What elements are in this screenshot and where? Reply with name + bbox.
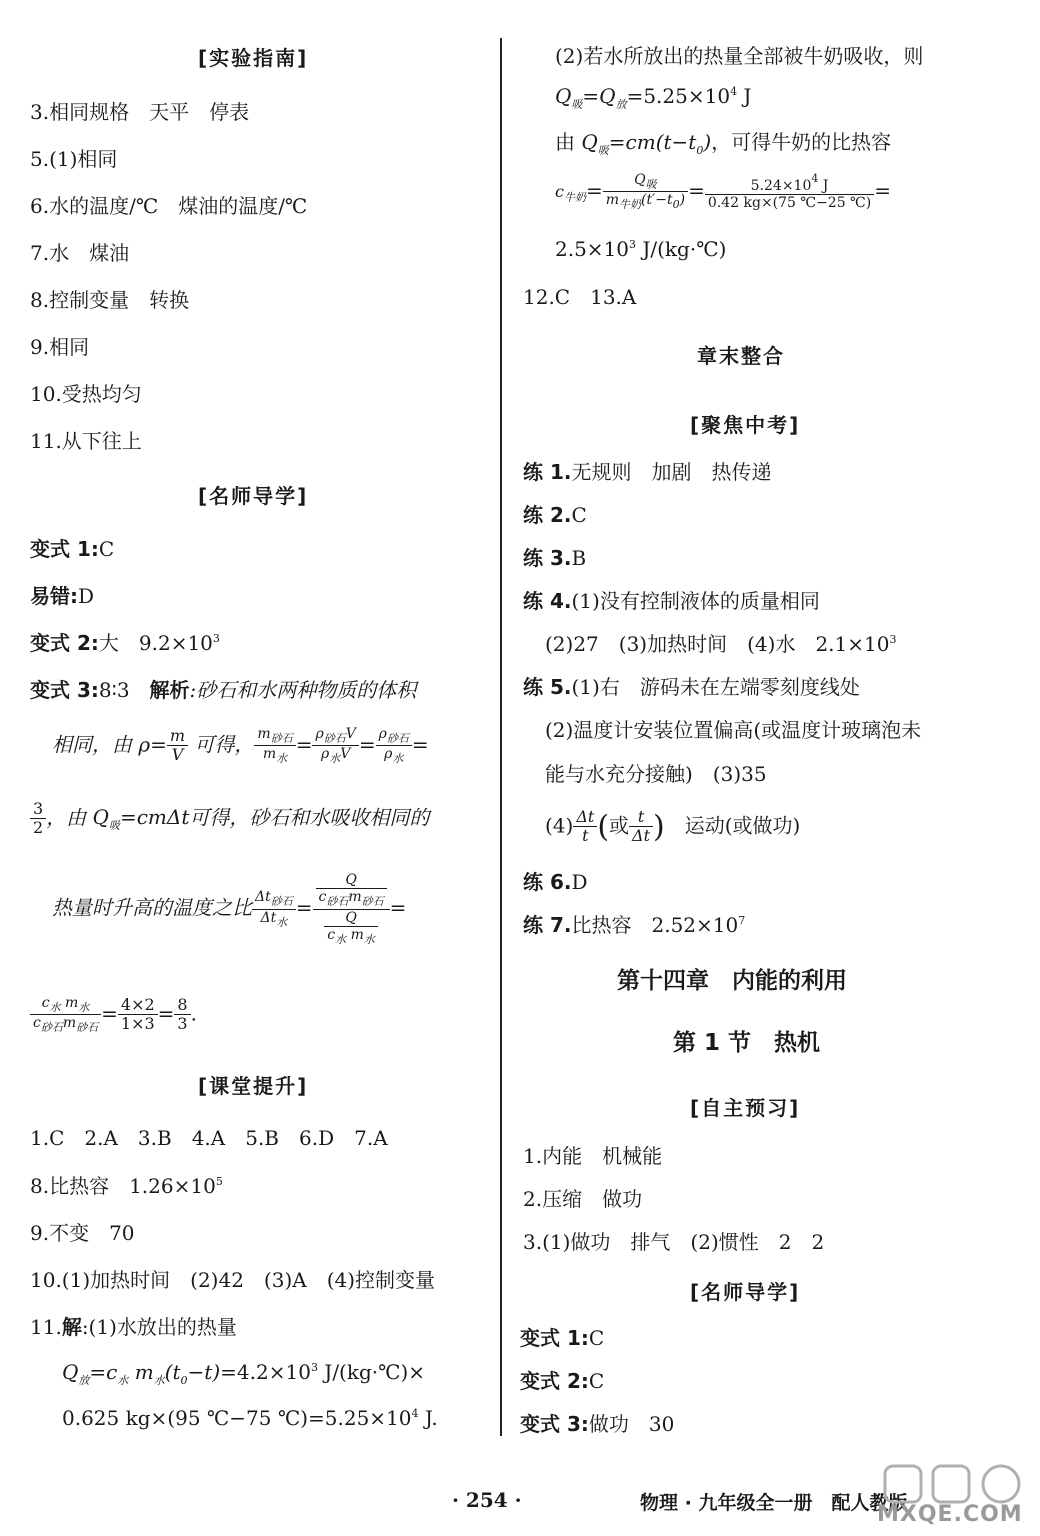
formula-milk-heat: $c_{牛奶}=$ $\frac{Q_吸}{m_{牛奶}(t'-t_0)}$ = $\frac{5.24\times 10^4 J}{0.42 kg\times(75 ℃-25 ℃)}$ = bbox=[555, 171, 891, 212]
answer-line: 2.压缩 做功 bbox=[523, 1187, 643, 1211]
answer-line: 9.相同 bbox=[30, 335, 90, 359]
heading-self-preview: [自主预习] bbox=[690, 1096, 801, 1120]
answer-line: 9.不变 70 bbox=[30, 1221, 135, 1245]
heading-chapter-summary: 章末整合 bbox=[697, 344, 785, 368]
practice-line: 练 3.B bbox=[523, 546, 587, 570]
formula-line: 由 $Q_吸=cm(t-t_0)$，可得牛奶的比热容 bbox=[555, 130, 892, 157]
heading-teacher-guide-2: [名师导学] bbox=[690, 1280, 801, 1304]
fraction-q-over-mdt: $\frac{Q_吸}{m_{牛奶}(t'-t_0)}$ bbox=[603, 172, 688, 212]
book-title: 物理 · 九年级全一册 配人教版 bbox=[640, 1492, 908, 1514]
formula-line: $2.5\times 10^3$ J/(kg·℃) bbox=[555, 237, 727, 261]
fraction-density-volume: $\frac{\rho_{砂石}V}{\rho_水V}$ bbox=[312, 726, 358, 766]
answer-line: 3.(1)做功 排气 (2)惯性 2 2 bbox=[523, 1230, 825, 1254]
answer-line: 3.相同规格 天平 停表 bbox=[30, 100, 250, 124]
answer-line: 6.水的温度/℃ 煤油的温度/℃ bbox=[30, 194, 308, 218]
variant-line: 变式 1:C bbox=[520, 1326, 605, 1350]
solution-result-line: $\frac{c_水 m_水}{c_{砂石}m_{砂石}}$ = $\frac{4\times 2}{1\times 3}$ = $\frac{8}{3}$ . bbox=[30, 995, 197, 1035]
answer-line: 1.内能 机械能 bbox=[523, 1144, 663, 1168]
fraction-cm-ratio: $\frac{c_水 m_水}{c_{砂石}m_{砂石}}$ bbox=[30, 995, 101, 1035]
fraction-dt-over-t: $\frac{\Delta t}{t}$ bbox=[573, 808, 597, 846]
practice-line: 练 6.D bbox=[523, 870, 588, 894]
practice-line: (2)27 (3)加热时间 (4)水 $2.1\times 10^3$ bbox=[545, 632, 897, 656]
answer-line: 10.(1)加热时间 (2)42 (3)A (4)控制变量 bbox=[30, 1268, 436, 1292]
column-divider bbox=[500, 38, 502, 1436]
answer-line: 11.解:(1)水放出的热量 bbox=[30, 1315, 237, 1339]
watermark-logo bbox=[875, 1462, 1035, 1534]
practice-line: 练 7.比热容 $2.52\times 10^7$ bbox=[523, 913, 746, 937]
variant-line: 变式 3:做功 30 bbox=[520, 1412, 675, 1436]
variant-3-line: 变式 3:8∶3 解析:砂石和水两种物质的体积 bbox=[30, 678, 417, 702]
chapter-title: 第十四章 内能的利用 bbox=[617, 968, 847, 994]
solution-density-line: 相同，由 ρ= $\frac{m}{V}$ 可得， $\frac{m_{砂石}}{m_水}$ = $\frac{\rho_{砂石}V}{\rho_水V}$ = $\frac{\rho_{砂石}}{\rho_水}$ = bbox=[52, 726, 429, 766]
variant-line: 变式 2:C bbox=[520, 1369, 605, 1393]
heading-class-improvement: [课堂提升] bbox=[198, 1074, 309, 1098]
formula-line: $Q_放=c_水$ $m_水(t_0-t)=4.2\times 10^3$ J/(kg·℃)× bbox=[62, 1360, 426, 1387]
answer-line: 5.(1)相同 bbox=[30, 147, 118, 171]
fraction-milk-values: $\frac{5.24\times 10^4 J}{0.42 kg\times(75 ℃-25 ℃)}$ bbox=[705, 173, 874, 211]
fraction-t-over-dt: $\frac{t}{\Delta t}$ bbox=[629, 808, 653, 846]
heading-teacher-guide: [名师导学] bbox=[198, 484, 309, 508]
fraction-delta-t-ratio: $\frac{\Delta t_{砂石}}{\Delta t_水}$ bbox=[252, 889, 296, 929]
watermark-stamp-icon bbox=[875, 1462, 1035, 1506]
answer-line: 8.控制变量 转换 bbox=[30, 288, 190, 312]
variant-1-line: 变式 1:C bbox=[30, 537, 115, 561]
practice-line: (4) $\frac{\Delta t}{t}$ (或 $\frac{t}{\Delta t}$ ) 运动(或做功) bbox=[545, 807, 801, 846]
practice-line: 能与水充分接触) (3)35 bbox=[545, 762, 767, 786]
answer-line: 7.水 煤油 bbox=[30, 241, 130, 265]
page-number: · 254 · bbox=[452, 1488, 522, 1512]
formula-line: 0.625 kg×(95 ℃−75 $℃)=5.25\times 10^4$ J. bbox=[62, 1406, 438, 1430]
practice-line: 练 4.(1)没有控制液体的质量相同 bbox=[523, 589, 820, 613]
variant-2-line: 变式 2:大 $9.2\times 10^3$ bbox=[30, 631, 220, 655]
error-prone-line: 易错:D bbox=[30, 584, 95, 608]
answer-line: 8.比热容 $1.26\times 10^5$ bbox=[30, 1174, 223, 1198]
fraction-mass-ratio: $\frac{m_{砂石}}{m_水}$ bbox=[254, 726, 295, 766]
practice-line: 练 1.无规则 加剧 热传递 bbox=[523, 460, 772, 484]
answer-line: (2)若水所放出的热量全部被牛奶吸收，则 bbox=[555, 44, 924, 68]
heading-experiment-guide: [实验指南] bbox=[198, 46, 309, 70]
fraction-density-ratio: $\frac{\rho_{砂石}}{\rho_水}$ bbox=[376, 726, 412, 766]
fraction-three-halves: $\frac{3}{2}$ bbox=[30, 800, 46, 838]
solution-heat-line: $\frac{3}{2}$ ，由 $Q_吸=cm\Delta t$可得，砂石和水吸收相同的 bbox=[30, 800, 429, 838]
practice-line: 练 5.(1)右 游码未在左端零刻度线处 bbox=[523, 675, 860, 699]
fraction-8-3: $\frac{8}{3}$ bbox=[174, 996, 190, 1034]
section-title: 第 1 节 热机 bbox=[673, 1030, 821, 1056]
fraction-nested-q: $\frac{\frac{Q}{c_{砂石}m_{砂石}}}{\frac{Q}{c_水 m_水}}$ bbox=[313, 872, 390, 946]
heading-focus-exam: [聚焦中考] bbox=[690, 413, 801, 437]
fraction-m-over-v: $\frac{m}{V}$ bbox=[167, 727, 188, 765]
practice-line: 练 2.C bbox=[523, 503, 587, 527]
formula-line: $Q_吸=Q_放=5.25\times 10^4$ J bbox=[555, 84, 752, 111]
answer-line: 10.受热均匀 bbox=[30, 382, 142, 406]
fraction-4x2: $\frac{4\times 2}{1\times 3}$ bbox=[118, 996, 158, 1034]
answer-line: 12.C 13.A bbox=[523, 285, 637, 309]
answer-line: 11.从下往上 bbox=[30, 429, 142, 453]
watermark-text: MXQE.COM bbox=[877, 1502, 1023, 1527]
solution-temperature-line: 热量时升高的温度之比 $\frac{\Delta t_{砂石}}{\Delta t_水}$ = $\frac{\frac{Q}{c_{砂石}m_{砂石}}}{\frac{Q}{c_水 m_水}}$ = bbox=[52, 872, 407, 946]
answer-line: 1.C 2.A 3.B 4.A 5.B 6.D 7.A bbox=[30, 1126, 388, 1150]
practice-line: (2)温度计安装位置偏高(或温度计玻璃泡未 bbox=[545, 718, 922, 742]
